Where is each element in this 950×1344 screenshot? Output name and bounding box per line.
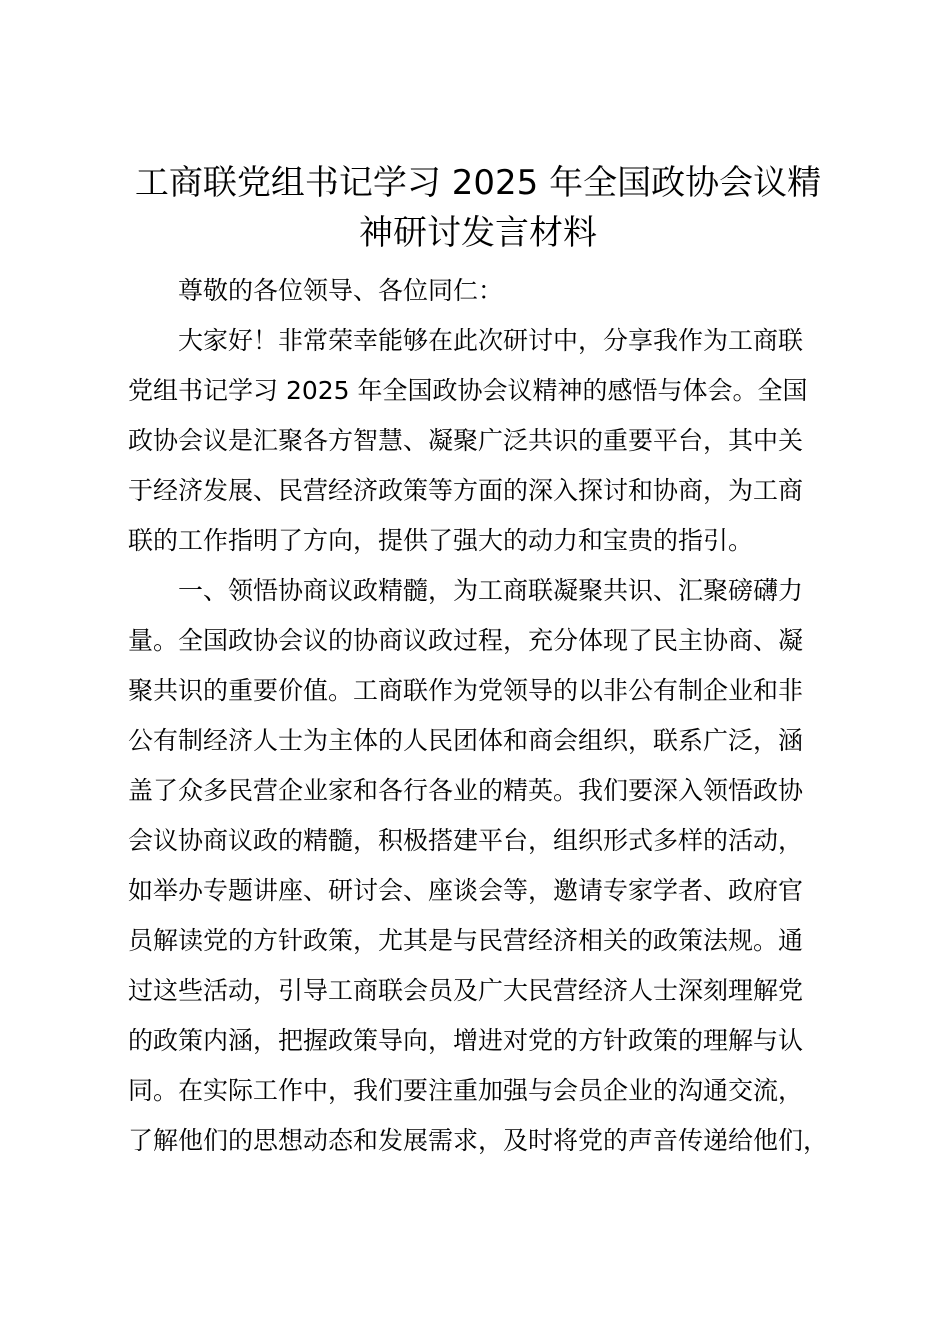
paragraph-2 — [128, 566, 828, 1166]
document-page — [128, 158, 828, 1166]
title-line-1: 工商联党组书记学习 2025 年全国政协会议精 — [134, 163, 822, 203]
title-line-2: 神研讨发言材料 — [359, 213, 597, 253]
paragraph-2-line: 聚共识的重要价值。工商联作为党领导的以非公有制企业和非 — [128, 676, 804, 705]
paragraph-2-line: 了解他们的思想动态和发展需求，及时将党的声音传递给他们， — [128, 1126, 829, 1155]
paragraph-2-line: 员解读党的方针政策，尤其是与民营经济相关的政策法规。通 — [128, 926, 804, 955]
paragraph-2-line: 会议协商议政的精髓，积极搭建平台，组织形式多样的活动， — [128, 826, 804, 855]
paragraph-2-line: 如举办专题讲座、研讨会、座谈会等，邀请专家学者、政府官 — [128, 876, 804, 905]
paragraph-1-line: 于经济发展、民营经济政策等方面的深入探讨和协商，为工商 — [128, 476, 804, 505]
greeting-text: 尊敬的各位领导、各位同仁： — [178, 276, 504, 305]
paragraph-1-line: 联的工作指明了方向，提供了强大的动力和宝贵的指引。 — [128, 526, 754, 555]
document-title — [128, 158, 828, 258]
paragraph-2-line: 公有制经济人士为主体的人民团体和商会组织，联系广泛，涵 — [128, 726, 804, 755]
paragraph-1 — [128, 316, 828, 566]
paragraph-2-line: 一、领悟协商议政精髓，为工商联凝聚共识、汇聚磅礴力 — [178, 576, 804, 605]
paragraph-1-line: 党组书记学习 2025 年全国政协会议精神的感悟与体会。全国 — [128, 376, 808, 405]
greeting — [128, 266, 828, 316]
paragraph-2-line: 过这些活动，引导工商联会员及广大民营经济人士深刻理解党 — [128, 976, 804, 1005]
paragraph-2-line: 的政策内涵，把握政策导向，增进对党的方针政策的理解与认 — [128, 1026, 804, 1055]
paragraph-2-line: 量。全国政协会议的协商议政过程，充分体现了民主协商、凝 — [128, 626, 804, 655]
paragraph-2-line: 盖了众多民营企业家和各行各业的精英。我们要深入领悟政协 — [128, 776, 804, 805]
paragraph-1-line: 大家好！非常荣幸能够在此次研讨中，分享我作为工商联 — [178, 326, 804, 355]
document-body — [128, 266, 828, 1166]
paragraph-1-line: 政协会议是汇聚各方智慧、凝聚广泛共识的重要平台，其中关 — [128, 426, 804, 455]
paragraph-2-line: 同。在实际工作中，我们要注重加强与会员企业的沟通交流， — [128, 1076, 804, 1105]
